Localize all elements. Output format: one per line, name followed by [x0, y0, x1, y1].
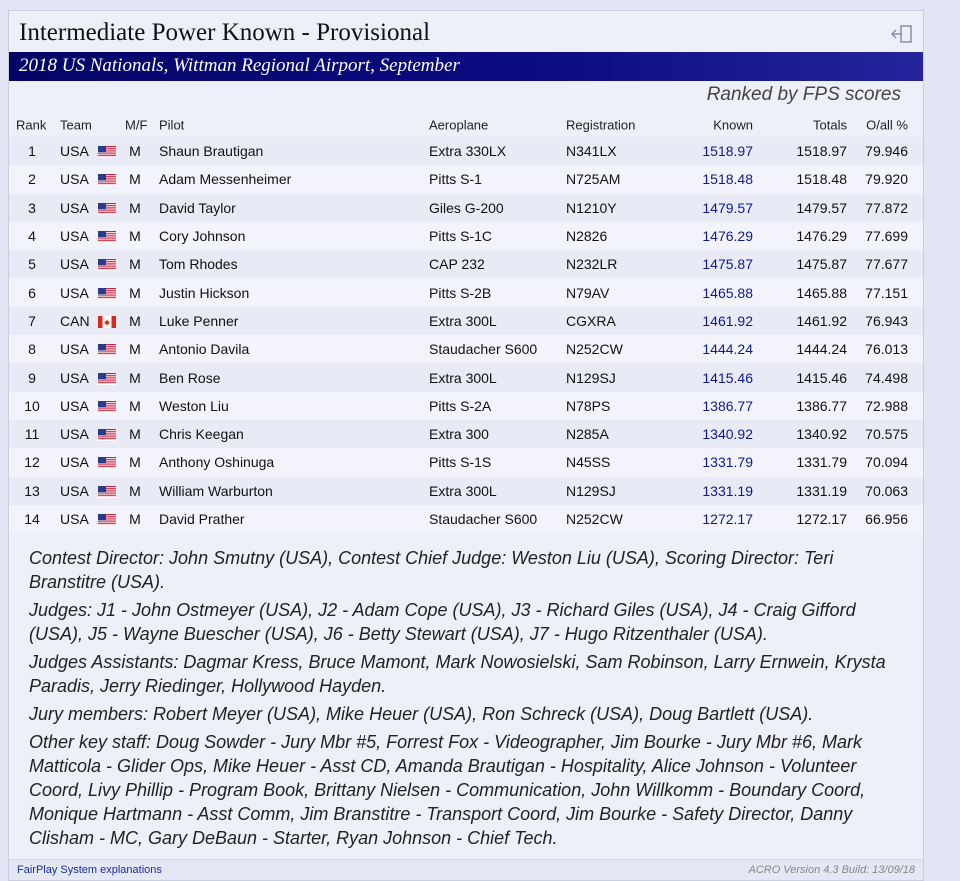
- total-score-cell: 1461.92: [796, 312, 847, 329]
- registration-cell: N45SS: [566, 454, 611, 471]
- rank-cell: 14: [24, 511, 40, 527]
- table-row: [9, 363, 923, 391]
- pilot-cell: Weston Liu: [159, 397, 229, 414]
- known-score-cell: 1386.77: [702, 397, 753, 414]
- canada-flag-icon: [98, 315, 116, 327]
- col-registration: Registration: [566, 117, 636, 132]
- registration-cell: N2826: [566, 228, 608, 245]
- us-flag-icon: [98, 202, 116, 214]
- registration-cell: N1210Y: [566, 199, 617, 216]
- us-flag-icon: [98, 456, 116, 468]
- credits-paragraph: Jury members: Robert Meyer (USA), Mike Heuer (USA), Ron Schreck (USA), Doug Bartlett (USA).: [29, 704, 814, 724]
- col-overall: O/all %: [866, 117, 908, 132]
- registration-cell: N129SJ: [566, 369, 616, 386]
- total-score-cell: 1479.57: [796, 199, 847, 216]
- us-flag-icon: [98, 173, 116, 185]
- col-pilot: Pilot: [159, 117, 185, 132]
- gender-cell: M: [129, 341, 141, 358]
- overall-percent-cell: 70.575: [865, 426, 908, 443]
- aeroplane-cell: Pitts S-2A: [429, 397, 492, 414]
- results-table: [9, 112, 923, 533]
- table-row: [9, 194, 923, 222]
- pilot-cell: Anthony Oshinuga: [159, 454, 275, 471]
- us-flag-icon: [98, 400, 116, 412]
- col-mf: M/F: [125, 117, 148, 132]
- rank-cell: 12: [24, 454, 40, 471]
- overall-percent-cell: 76.943: [865, 312, 908, 329]
- gender-cell: M: [129, 369, 141, 386]
- total-score-cell: 1331.19: [796, 482, 847, 499]
- team-cell: USA: [60, 143, 89, 160]
- total-score-cell: 1518.97: [796, 143, 847, 160]
- known-score-cell: 1479.57: [702, 199, 753, 216]
- us-flag-icon: [98, 287, 116, 299]
- known-score-cell: 1518.48: [702, 171, 753, 188]
- registration-cell: CGXRA: [566, 312, 616, 329]
- pilot-cell: Justin Hickson: [159, 284, 250, 301]
- team-cell: USA: [60, 228, 89, 245]
- pilot-cell: Adam Messenheimer: [159, 171, 292, 188]
- known-score-cell: 1331.19: [702, 482, 753, 499]
- registration-cell: N232LR: [566, 256, 618, 273]
- gender-cell: M: [129, 199, 141, 216]
- aeroplane-cell: Extra 300L: [429, 369, 497, 386]
- rank-cell: 5: [28, 256, 36, 273]
- overall-percent-cell: 66.956: [865, 511, 908, 527]
- rank-cell: 2: [28, 171, 36, 188]
- total-score-cell: 1331.79: [796, 454, 847, 471]
- known-score-cell: 1340.92: [702, 426, 753, 443]
- credits-paragraph: Judges Assistants: Dagmar Kress, Bruce Mamont, Mark Nowosielski, Sam Robinson, Larry Ernwein, Krysta Paradis, Jerry Riedinger, Hollywood Hayden.: [29, 652, 886, 696]
- team-cell: USA: [60, 199, 89, 216]
- known-score-cell: 1465.88: [702, 284, 753, 301]
- pilot-cell: Shaun Brautigan: [159, 143, 264, 160]
- table-row: [9, 307, 923, 335]
- table-row: [9, 250, 923, 278]
- table-row: [9, 137, 923, 165]
- known-score-cell: 1444.24: [702, 341, 753, 358]
- overall-percent-cell: 72.988: [865, 397, 908, 414]
- team-cell: USA: [60, 482, 89, 499]
- rank-cell: 13: [24, 482, 40, 499]
- officials-credits: [29, 546, 913, 854]
- col-known: Known: [713, 117, 753, 132]
- us-flag-icon: [98, 428, 116, 440]
- overall-percent-cell: 70.094: [865, 454, 908, 471]
- total-score-cell: 1465.88: [796, 284, 847, 301]
- table-row: [9, 477, 923, 505]
- results-page: [8, 10, 924, 881]
- page-title: Intermediate Power Known - Provisional: [19, 19, 431, 46]
- overall-percent-cell: 70.063: [865, 482, 908, 499]
- pilot-cell: Luke Penner: [159, 312, 239, 329]
- aeroplane-cell: Pitts S-2B: [429, 284, 492, 301]
- total-score-cell: 1444.24: [796, 341, 847, 358]
- known-score-cell: 1331.79: [702, 454, 753, 471]
- credits-paragraph: Contest Director: John Smutny (USA), Contest Chief Judge: Weston Liu (USA), Scoring Director: Teri Branstitre (USA).: [29, 548, 834, 592]
- us-flag-icon: [98, 230, 116, 242]
- team-cell: USA: [60, 284, 89, 301]
- known-score-cell: 1475.87: [702, 256, 753, 273]
- table-row: [9, 278, 923, 306]
- version-info: ACRO Version 4.3 Build: 13/09/18: [748, 864, 915, 876]
- aeroplane-cell: Extra 300L: [429, 482, 497, 499]
- aeroplane-cell: Extra 300L: [429, 312, 497, 329]
- gender-cell: M: [129, 397, 141, 414]
- total-score-cell: 1475.87: [796, 256, 847, 273]
- total-score-cell: 1518.48: [796, 171, 847, 188]
- fairplay-explanations-link[interactable]: FairPlay System explanations: [17, 864, 162, 876]
- rank-cell: 7: [28, 312, 36, 329]
- pilot-cell: David Taylor: [159, 199, 236, 216]
- pilot-cell: Chris Keegan: [159, 426, 244, 443]
- team-cell: USA: [60, 171, 89, 188]
- total-score-cell: 1476.29: [796, 228, 847, 245]
- pilot-cell: David Prather: [159, 511, 245, 527]
- table-row: [9, 222, 923, 250]
- aeroplane-cell: Extra 330LX: [429, 143, 507, 160]
- overall-percent-cell: 77.699: [865, 228, 908, 245]
- table-row: [9, 448, 923, 476]
- overall-percent-cell: 77.872: [865, 199, 908, 216]
- table-body: [9, 137, 923, 533]
- known-score-cell: 1272.17: [702, 511, 753, 527]
- team-cell: USA: [60, 511, 89, 527]
- us-flag-icon: [98, 258, 116, 270]
- team-cell: USA: [60, 369, 89, 386]
- team-cell: CAN: [60, 312, 90, 329]
- exit-icon[interactable]: [889, 23, 915, 45]
- registration-cell: N341LX: [566, 143, 617, 160]
- us-flag-icon: [98, 145, 116, 157]
- rank-cell: 1: [28, 143, 36, 160]
- aeroplane-cell: Pitts S-1: [429, 171, 482, 188]
- gender-cell: M: [129, 143, 141, 160]
- registration-cell: N78PS: [566, 397, 611, 414]
- registration-cell: N725AM: [566, 171, 621, 188]
- team-cell: USA: [60, 341, 89, 358]
- rank-cell: 9: [28, 369, 36, 386]
- aeroplane-cell: Extra 300: [429, 426, 489, 443]
- team-cell: USA: [60, 426, 89, 443]
- total-score-cell: 1386.77: [796, 397, 847, 414]
- overall-percent-cell: 74.498: [865, 369, 908, 386]
- credits-paragraph: Other key staff: Doug Sowder - Jury Mbr #5, Forrest Fox - Videographer, Jim Bourke - Jury Mbr #6, Mark Matticola - Glider Ops, Mike Heuer - Asst CD, Amanda Brautigan - Hospitality, Alice Johnson - Volunteer Coord, Livy Phillip - Program Book, Brittany Nielsen - Communication, John Willkomm - Boundary Coord, Monique Hartmann - Asst Comm, Jim Branstitre - Transport Coord, Jim Bourke - Safety Director, Danny Clisham - MC, Gary DeBaun - Starter, Ryan Johnson - Chief Tech.: [29, 732, 866, 848]
- us-flag-icon: [98, 372, 116, 384]
- ranking-note: Ranked by FPS scores: [706, 84, 901, 105]
- overall-percent-cell: 79.920: [865, 171, 908, 188]
- table-header: [9, 112, 923, 137]
- event-subtitle: 2018 US Nationals, Wittman Regional Airport, September: [19, 55, 460, 76]
- col-rank: Rank: [16, 117, 47, 132]
- pilot-cell: Antonio Davila: [159, 341, 250, 358]
- aeroplane-cell: Pitts S-1C: [429, 228, 493, 245]
- total-score-cell: 1272.17: [796, 511, 847, 527]
- registration-cell: N252CW: [566, 341, 623, 358]
- us-flag-icon: [98, 485, 116, 497]
- known-score-cell: 1518.97: [702, 143, 753, 160]
- col-aeroplane: Aeroplane: [429, 117, 489, 132]
- rank-cell: 6: [28, 284, 36, 301]
- team-cell: USA: [60, 256, 89, 273]
- registration-cell: N79AV: [566, 284, 610, 301]
- total-score-cell: 1340.92: [796, 426, 847, 443]
- rank-cell: 8: [28, 341, 36, 358]
- overall-percent-cell: 77.151: [865, 284, 908, 301]
- gender-cell: M: [129, 284, 141, 301]
- gender-cell: M: [129, 482, 141, 499]
- table-row: [9, 392, 923, 420]
- credits-paragraph: Judges: J1 - John Ostmeyer (USA), J2 - Adam Cope (USA), J3 - Richard Giles (USA), J4 - Craig Gifford (USA), J5 - Wayne Buescher (USA), J6 - Betty Stewart (USA), J7 - Hugo Ritzenthaler (USA).: [29, 600, 856, 644]
- aeroplane-cell: CAP 232: [429, 256, 485, 273]
- gender-cell: M: [129, 454, 141, 471]
- table-row: [9, 420, 923, 448]
- overall-percent-cell: 79.946: [865, 143, 908, 160]
- total-score-cell: 1415.46: [796, 369, 847, 386]
- registration-cell: N129SJ: [566, 482, 616, 499]
- rank-cell: 11: [24, 426, 40, 443]
- us-flag-icon: [98, 513, 116, 525]
- gender-cell: M: [129, 312, 141, 329]
- gender-cell: M: [129, 511, 141, 527]
- known-score-cell: 1476.29: [702, 228, 753, 245]
- rank-cell: 3: [28, 199, 36, 216]
- registration-cell: N252CW: [566, 511, 623, 527]
- pilot-cell: Tom Rhodes: [159, 256, 238, 273]
- event-banner: [9, 52, 923, 81]
- team-cell: USA: [60, 454, 89, 471]
- rank-cell: 10: [24, 397, 40, 414]
- us-flag-icon: [98, 343, 116, 355]
- table-row: [9, 335, 923, 363]
- col-team: Team: [60, 117, 92, 132]
- known-score-cell: 1461.92: [702, 312, 753, 329]
- gender-cell: M: [129, 426, 141, 443]
- gender-cell: M: [129, 228, 141, 245]
- footer: [9, 859, 923, 880]
- aeroplane-cell: Pitts S-1S: [429, 454, 492, 471]
- team-cell: USA: [60, 397, 89, 414]
- aeroplane-cell: Staudacher S600: [429, 511, 538, 527]
- overall-percent-cell: 76.013: [865, 341, 908, 358]
- table-row: [9, 165, 923, 193]
- table-row: [9, 505, 923, 533]
- aeroplane-cell: Staudacher S600: [429, 341, 538, 358]
- gender-cell: M: [129, 256, 141, 273]
- registration-cell: N285A: [566, 426, 609, 443]
- aeroplane-cell: Giles G-200: [429, 199, 504, 216]
- pilot-cell: William Warburton: [159, 482, 273, 499]
- overall-percent-cell: 77.677: [865, 256, 908, 273]
- pilot-cell: Ben Rose: [159, 369, 221, 386]
- gender-cell: M: [129, 171, 141, 188]
- pilot-cell: Cory Johnson: [159, 228, 246, 245]
- col-totals: Totals: [813, 117, 847, 132]
- rank-cell: 4: [28, 228, 36, 245]
- known-score-cell: 1415.46: [702, 369, 753, 386]
